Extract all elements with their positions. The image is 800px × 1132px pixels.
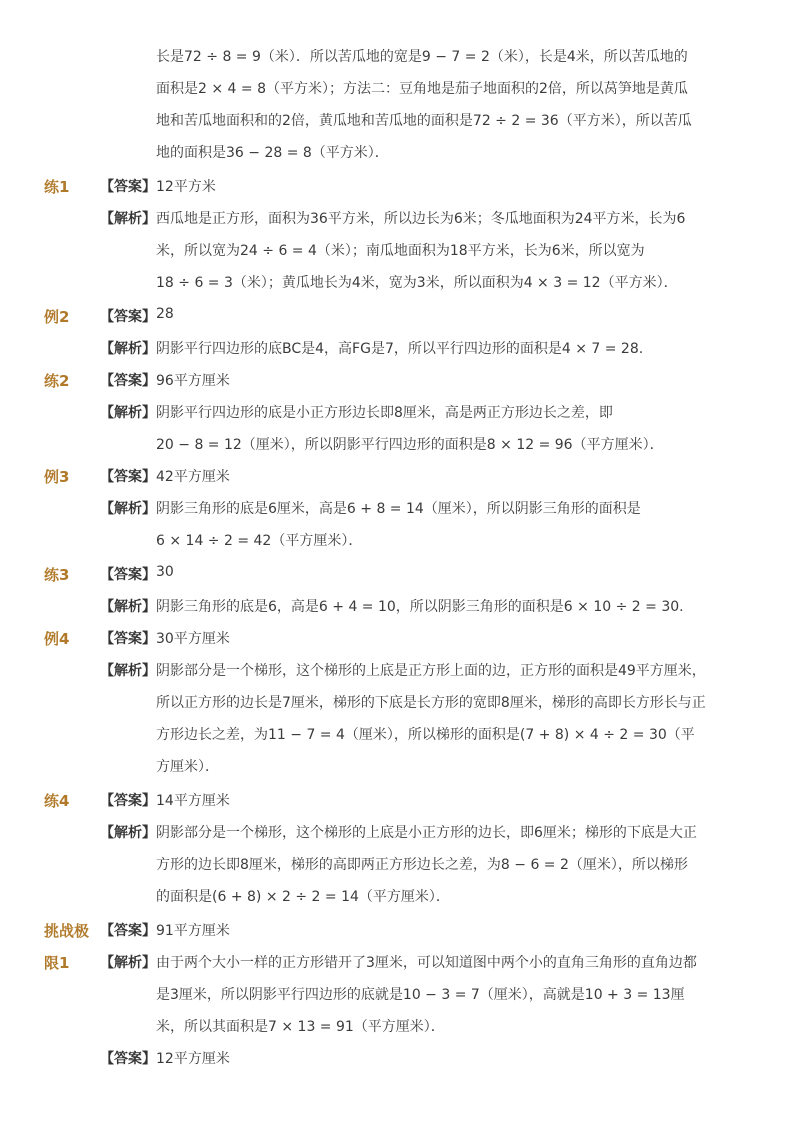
line-text: 面积是2 × 4 = 8（平方米）；方法二：豆角地是茄子地面积的2倍，所以莴笋地是黄瓜 bbox=[156, 81, 688, 97]
analysis-text: 阴影平行四边形的底BC是4，高FG是7，所以平行四边形的面积是4 × 7 = 28. bbox=[156, 341, 644, 357]
line-text: 方形的边长即8厘米，梯形的高即两正方形边长之差，为8 − 6 = 2（厘米），所以梯形 bbox=[156, 857, 688, 873]
text-line bbox=[0, 524, 800, 556]
answer-line bbox=[0, 914, 800, 946]
analysis-line bbox=[0, 332, 800, 364]
analysis-line bbox=[0, 396, 800, 428]
analysis-label: 【解析】 bbox=[100, 501, 156, 517]
line-text: 的面积是(6 + 8) × 2 ÷ 2 = 14（平方厘米）． bbox=[156, 889, 450, 905]
line-text: 方厘米）． bbox=[156, 759, 219, 775]
answer-text: 14平方厘米 bbox=[156, 793, 230, 809]
problem-tag: 练4 bbox=[44, 792, 70, 810]
answer-text: 30平方厘米 bbox=[156, 631, 230, 647]
analysis-label: 【解析】 bbox=[100, 825, 156, 841]
analysis-label: 【解析】 bbox=[100, 663, 156, 679]
answer-line bbox=[0, 558, 800, 590]
line-text: 米，所以其面积是7 × 13 = 91（平方厘米）． bbox=[156, 1019, 445, 1035]
analysis-line bbox=[0, 492, 800, 524]
answer-label: 【答案】 bbox=[100, 309, 156, 325]
text-line bbox=[0, 428, 800, 460]
answer-label: 【答案】 bbox=[100, 631, 156, 647]
answer-text: 30 bbox=[156, 564, 174, 580]
answer-text: 91平方厘米 bbox=[156, 923, 230, 939]
answer-text: 96平方厘米 bbox=[156, 373, 230, 389]
answer-text: 42平方厘米 bbox=[156, 469, 230, 485]
analysis-text: 阴影部分是一个梯形，这个梯形的上底是小正方形的边长，即6厘米；梯形的下底是大正 bbox=[156, 825, 697, 841]
problem-tag: 限1 bbox=[44, 954, 70, 972]
text-line bbox=[0, 880, 800, 912]
answer-label: 【答案】 bbox=[100, 373, 156, 389]
line-text: 20 − 8 = 12（厘米），所以阴影平行四边形的面积是8 × 12 = 96（平方厘米）． bbox=[156, 437, 664, 453]
analysis-line bbox=[0, 590, 800, 622]
analysis-label: 【解析】 bbox=[100, 211, 156, 227]
line-text: 米，所以宽为24 ÷ 6 = 4（米）；南瓜地面积为18平方米，长为6米，所以宽为 bbox=[156, 243, 645, 259]
answer-label: 【答案】 bbox=[100, 793, 156, 809]
answer-text: 28 bbox=[156, 306, 174, 322]
analysis-line bbox=[0, 816, 800, 848]
line-text: 所以正方形的边长是7厘米，梯形的下底是长方形的宽即8厘米，梯形的高即长方形长与正 bbox=[156, 695, 706, 711]
text-line bbox=[0, 136, 800, 168]
problem-tag: 例2 bbox=[44, 308, 70, 326]
analysis-label: 【解析】 bbox=[100, 599, 156, 615]
text-line bbox=[0, 848, 800, 880]
analysis-text: 由于两个大小一样的正方形错开了3厘米，可以知道图中两个小的直角三角形的直角边都 bbox=[156, 955, 697, 971]
answer-label: 【答案】 bbox=[100, 1051, 156, 1067]
analysis-text: 阴影平行四边形的底是小正方形边长即8厘米，高是两正方形边长之差，即 bbox=[156, 405, 613, 421]
text-line bbox=[0, 978, 800, 1010]
analysis-label: 【解析】 bbox=[100, 341, 156, 357]
line-text: 地和苦瓜地面积和的2倍，黄瓜地和苦瓜地的面积是72 ÷ 2 = 36（平方米），所以苦瓜 bbox=[156, 113, 692, 129]
answer-text: 12平方厘米 bbox=[156, 1051, 230, 1067]
answer-line bbox=[0, 784, 800, 816]
answer-line bbox=[0, 364, 800, 396]
analysis-text: 阴影三角形的底是6厘米，高是6 + 8 = 14（厘米），所以阴影三角形的面积是 bbox=[156, 501, 641, 517]
analysis-label: 【解析】 bbox=[100, 955, 156, 971]
answer-line bbox=[0, 300, 800, 332]
answer-line bbox=[0, 1042, 800, 1074]
answer-text: 12平方米 bbox=[156, 179, 216, 195]
problem-tag: 例4 bbox=[44, 630, 70, 648]
answer-line bbox=[0, 170, 800, 202]
problem-tag: 挑战极 bbox=[44, 922, 90, 940]
problem-tag: 练3 bbox=[44, 566, 70, 584]
analysis-line bbox=[0, 946, 800, 978]
analysis-line bbox=[0, 202, 800, 234]
analysis-line bbox=[0, 654, 800, 686]
text-line bbox=[0, 234, 800, 266]
problem-tag: 练1 bbox=[44, 178, 70, 196]
text-line bbox=[0, 718, 800, 750]
answer-line bbox=[0, 622, 800, 654]
answer-label: 【答案】 bbox=[100, 469, 156, 485]
text-line bbox=[0, 750, 800, 782]
analysis-label: 【解析】 bbox=[100, 405, 156, 421]
answer-label: 【答案】 bbox=[100, 567, 156, 583]
line-text: 6 × 14 ÷ 2 = 42（平方厘米）． bbox=[156, 533, 363, 549]
problem-tag: 练2 bbox=[44, 372, 70, 390]
line-text: 地的面积是36 − 28 = 8（平方米）． bbox=[156, 145, 389, 161]
problem-tag: 例3 bbox=[44, 468, 70, 486]
text-line bbox=[0, 104, 800, 136]
text-line bbox=[0, 40, 800, 72]
text-line bbox=[0, 266, 800, 298]
line-text: 方形边长之差，为11 − 7 = 4（厘米），所以梯形的面积是(7 + 8) × 4 ÷ 2 = 30（平 bbox=[156, 727, 695, 743]
line-text: 是3厘米，所以阴影平行四边形的底就是10 − 3 = 7（厘米），高就是10 + 3 = 13厘 bbox=[156, 987, 685, 1003]
answer-line bbox=[0, 460, 800, 492]
text-line bbox=[0, 686, 800, 718]
text-line bbox=[0, 72, 800, 104]
analysis-text: 阴影三角形的底是6，高是6 + 4 = 10，所以阴影三角形的面积是6 × 10 ÷ 2 = 30. bbox=[156, 599, 684, 615]
answer-label: 【答案】 bbox=[100, 923, 156, 939]
line-text: 长是72 ÷ 8 = 9（米）．所以苦瓜地的宽是9 − 7 = 2（米），长是4米，所以苦瓜地的 bbox=[156, 49, 688, 65]
analysis-text: 西瓜地是正方形，面积为36平方米，所以边长为6米；冬瓜地面积为24平方米，长为6 bbox=[156, 211, 686, 227]
analysis-text: 阴影部分是一个梯形，这个梯形的上底是正方形上面的边，正方形的面积是49平方厘米， bbox=[156, 663, 706, 679]
line-text: 18 ÷ 6 = 3（米）；黄瓜地长为4米，宽为3米，所以面积为4 × 3 = 12（平方米）． bbox=[156, 275, 678, 291]
text-line bbox=[0, 1010, 800, 1042]
answer-label: 【答案】 bbox=[100, 179, 156, 195]
